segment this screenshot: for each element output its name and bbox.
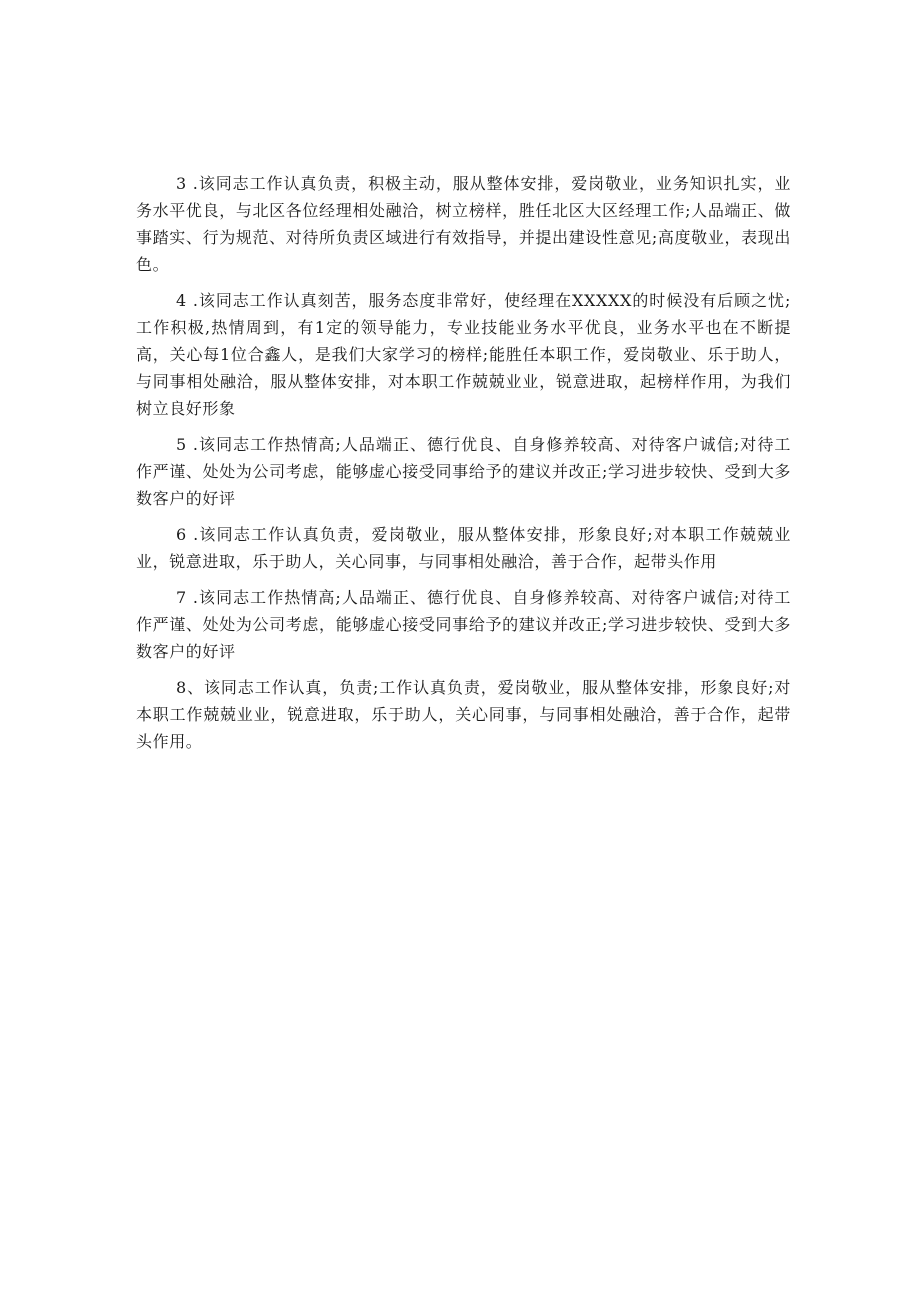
paragraph-5: 5 .该同志工作热情高;人品端正、德行优良、自身修养较高、对待客户诚信;对待工作严谨、处处为公司考虑，能够虚心接受同事给予的建议并改正;学习进步较快、受到大多数客户的好评 — [136, 435, 791, 508]
paragraph-4: 4 .该同志工作认真刻苦，服务态度非常好，使经理在XXXXX的时候没有后顾之忧;工作积极,热情周到，有1定的领导能力，专业技能业务水平优良，业务水平也在不断提高，关心每1位合鑫人，是我们大家学习的榜样;能胜任本职工作，爱岗敬业、乐于助人，与同事相处融洽，服从整体安排，对本职工作兢兢业业，锐意进取，起榜样作用，为我们树立良好形象 — [136, 291, 791, 418]
paragraph-7: 7 .该同志工作热情高;人品端正、德行优良、自身修养较高、对待客户诚信;对待工作严谨、处处为公司考虑，能够虚心接受同事给予的建议并改正;学习进步较快、受到大多数客户的好评 — [136, 588, 791, 661]
paragraph-8: 8、该同志工作认真，负责;工作认真负责，爱岗敬业，服从整体安排，形象良好;对本职工作兢兢业业，锐意进取，乐于助人，关心同事，与同事相处融洽，善于合作，起带头作用。 — [136, 678, 791, 751]
paragraph-6: 6 .该同志工作认真负责，爱岗敬业，服从整体安排，形象良好;对本职工作兢兢业业，锐意进取，乐于助人，关心同事，与同事相处融洽，善于合作，起带头作用 — [136, 525, 791, 571]
paragraph-3: 3 .该同志工作认真负责，积极主动，服从整体安排，爱岗敬业，业务知识扎实，业务水平优良，与北区各位经理相处融洽，树立榜样，胜任北区大区经理工作;人品端正、做事踏实、行为规范、对待所负责区域进行有效指导，并提出建设性意见;高度敬业，表现出色。 — [136, 174, 791, 274]
document-body — [136, 170, 791, 764]
